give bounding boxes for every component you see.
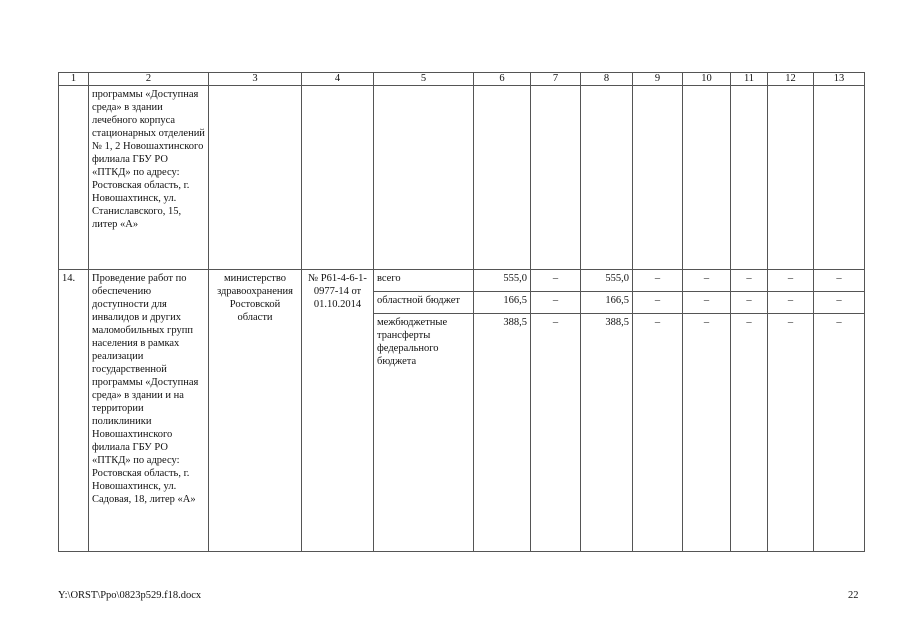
value-cell: – [787, 317, 794, 328]
contract: № Р61-4-6-1-0977-14 от 01.10.2014 [302, 270, 374, 552]
header-cell: 8 [581, 73, 633, 86]
value-cell: – [768, 270, 813, 292]
value-cell: – [683, 292, 730, 314]
document-table [58, 72, 865, 552]
row-number: 14. [59, 270, 89, 552]
col10-values [683, 270, 731, 552]
value-cell: – [768, 292, 813, 314]
value-cell: 388,5 [503, 317, 527, 328]
header-cell: 2 [89, 73, 209, 86]
value-cell: – [683, 270, 730, 292]
value-cell: 166,5 [581, 292, 632, 314]
file-path: Y:\ORST\Ppo\0823p529.f18.docx [58, 590, 202, 601]
value-cell: – [746, 317, 752, 328]
value-cell: 555,0 [474, 270, 530, 292]
value-cell: – [731, 292, 767, 314]
header-cell: 11 [731, 73, 768, 86]
source-regional: областной бюджет [374, 292, 473, 314]
page-number: 22 [848, 590, 859, 601]
table-row-14 [59, 270, 865, 552]
source-federal: межбюджетные трансферты федерального бюджета [377, 317, 448, 367]
value-cell: – [633, 292, 682, 314]
table-row [59, 86, 865, 270]
col7-values [531, 270, 581, 552]
header-cell: 4 [302, 73, 374, 86]
funding-sources [374, 270, 474, 552]
value-cell: – [531, 270, 580, 292]
value-cell: – [633, 270, 682, 292]
continued-description: программы «Доступная среда» в здании лечебного корпуса стационарных отделений № 1, 2 Новошахтинского филиала ГБУ РО «ПТКД» по адресу: Ростовская область, г. Новошахтинск, ул. Станиславского, 15, литер «А» [89, 86, 209, 270]
value-cell: – [552, 317, 559, 328]
value-cell: 166,5 [474, 292, 530, 314]
header-cell: 5 [374, 73, 474, 86]
value-cell: – [836, 317, 842, 328]
value-cell: – [814, 270, 864, 292]
source-total: всего [374, 270, 473, 292]
header-cell: 12 [768, 73, 814, 86]
value-cell: – [814, 292, 864, 314]
header-cell: 6 [474, 73, 531, 86]
header-cell: 9 [633, 73, 683, 86]
header-cell: 3 [209, 73, 302, 86]
value-cell: 388,5 [605, 317, 629, 328]
header-cell: 10 [683, 73, 731, 86]
col11-values [731, 270, 768, 552]
col13-values [814, 270, 865, 552]
row-description: Проведение работ по обеспечению доступности для инвалидов и других маломобильных групп населения в рамках реализации государственной программы «Доступная среда» в здании и на территории поликлиники Новошахтинского филиала ГБУ РО «ПТКД» по адресу: Ростовская область, г. Новошахтинск, ул. Садовая, 18, литер «А» [89, 270, 209, 552]
col6-values [474, 270, 531, 552]
header-row [59, 73, 865, 86]
col8-values [581, 270, 633, 552]
executor: министерство здравоохранения Ростовской области [209, 270, 302, 552]
value-cell: 555,0 [581, 270, 632, 292]
col12-values [768, 270, 814, 552]
value-cell: – [654, 317, 661, 328]
header-cell: 13 [814, 73, 865, 86]
value-cell: – [531, 292, 580, 314]
header-cell: 1 [59, 73, 89, 86]
header-cell: 7 [531, 73, 581, 86]
value-cell: – [731, 270, 767, 292]
value-cell: – [703, 317, 710, 328]
col9-values [633, 270, 683, 552]
